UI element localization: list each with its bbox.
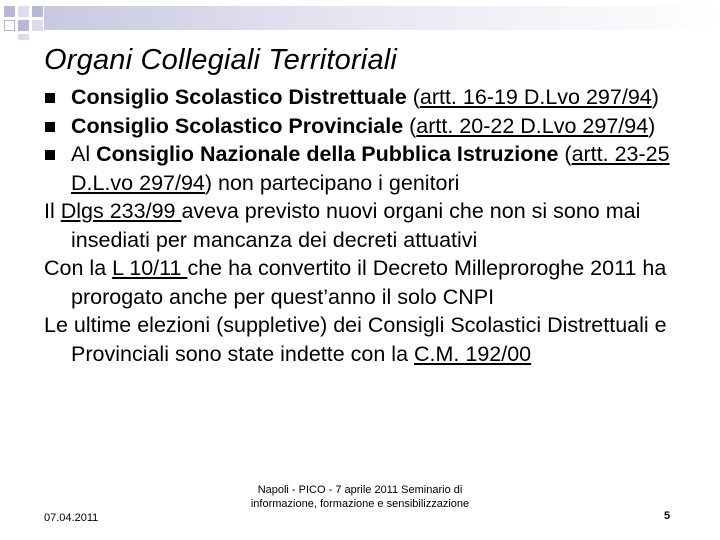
paragraph-text: Con la: [44, 256, 113, 280]
paragraph-text: Il: [44, 199, 61, 223]
paragraph: [44, 311, 684, 368]
bullet-item: [44, 83, 684, 112]
law-link[interactable]: artt. 16-19 D.Lvo 297/94: [419, 85, 652, 109]
decor-square: [32, 6, 43, 17]
decor-square: [4, 20, 15, 31]
organ-name: Consiglio Nazionale della Pubblica Istruzione: [96, 142, 559, 166]
bullet-text: (: [406, 85, 420, 109]
footer-event: Napoli - PICO - 7 aprile 2011 Seminario di informazione, formazione e sensibilizzazione: [250, 484, 470, 510]
slide-title: Organi Collegiali Territoriali: [44, 44, 398, 76]
organ-name: Consiglio Scolastico Provinciale: [71, 113, 404, 138]
decor-square: [18, 6, 29, 17]
law-link[interactable]: artt. 23-25 D.L.vo 297/94: [71, 142, 670, 195]
slide-body: [44, 83, 684, 368]
footer-date: 07.04.2011: [44, 512, 99, 524]
bullet-item: [44, 140, 684, 197]
paragraph: [44, 254, 684, 311]
square-bullet-icon: [45, 93, 55, 103]
organ-name: Consiglio Scolastico Distrettuale: [71, 85, 407, 109]
bullet-item: [44, 112, 684, 141]
bullet-text: (: [403, 113, 417, 138]
bullet-text: (: [558, 142, 572, 166]
paragraph-text: che ha convertito il Decreto Milleproroghe 2011 ha prorogato anche per quest’anno il solo CNPI: [71, 256, 667, 309]
paragraph-text: aveva previsto nuovi organi che non si sono mai insediati per mancanza dei decreti attuativi: [71, 199, 641, 252]
law-link[interactable]: Dlgs 233/99: [60, 199, 182, 223]
square-bullet-icon: [45, 150, 55, 160]
bullet-text: ): [648, 113, 656, 138]
bullet-text: ) non partecipano i genitori: [204, 170, 460, 195]
bullet-text: Al: [71, 142, 97, 166]
square-bullet-icon: [45, 122, 55, 132]
paragraph-text: Le ultime elezioni (suppletive) dei Consigli Scolastici Distrettuali e Provinciali sono state indette con la: [44, 313, 667, 366]
law-link[interactable]: L 10/11: [112, 256, 188, 280]
decor-square: [4, 6, 15, 17]
law-link[interactable]: C.M. 192/00: [414, 341, 532, 366]
header-gradient-bar: [44, 6, 720, 30]
paragraph: [44, 197, 684, 254]
bullet-text: ): [651, 85, 659, 109]
law-link[interactable]: artt. 20-22 D.Lvo 297/94: [416, 113, 649, 138]
decor-square: [18, 20, 29, 31]
page-number: 5: [664, 510, 671, 522]
decor-square: [32, 20, 43, 31]
header-decoration: [0, 0, 720, 40]
decor-square: [18, 34, 29, 40]
